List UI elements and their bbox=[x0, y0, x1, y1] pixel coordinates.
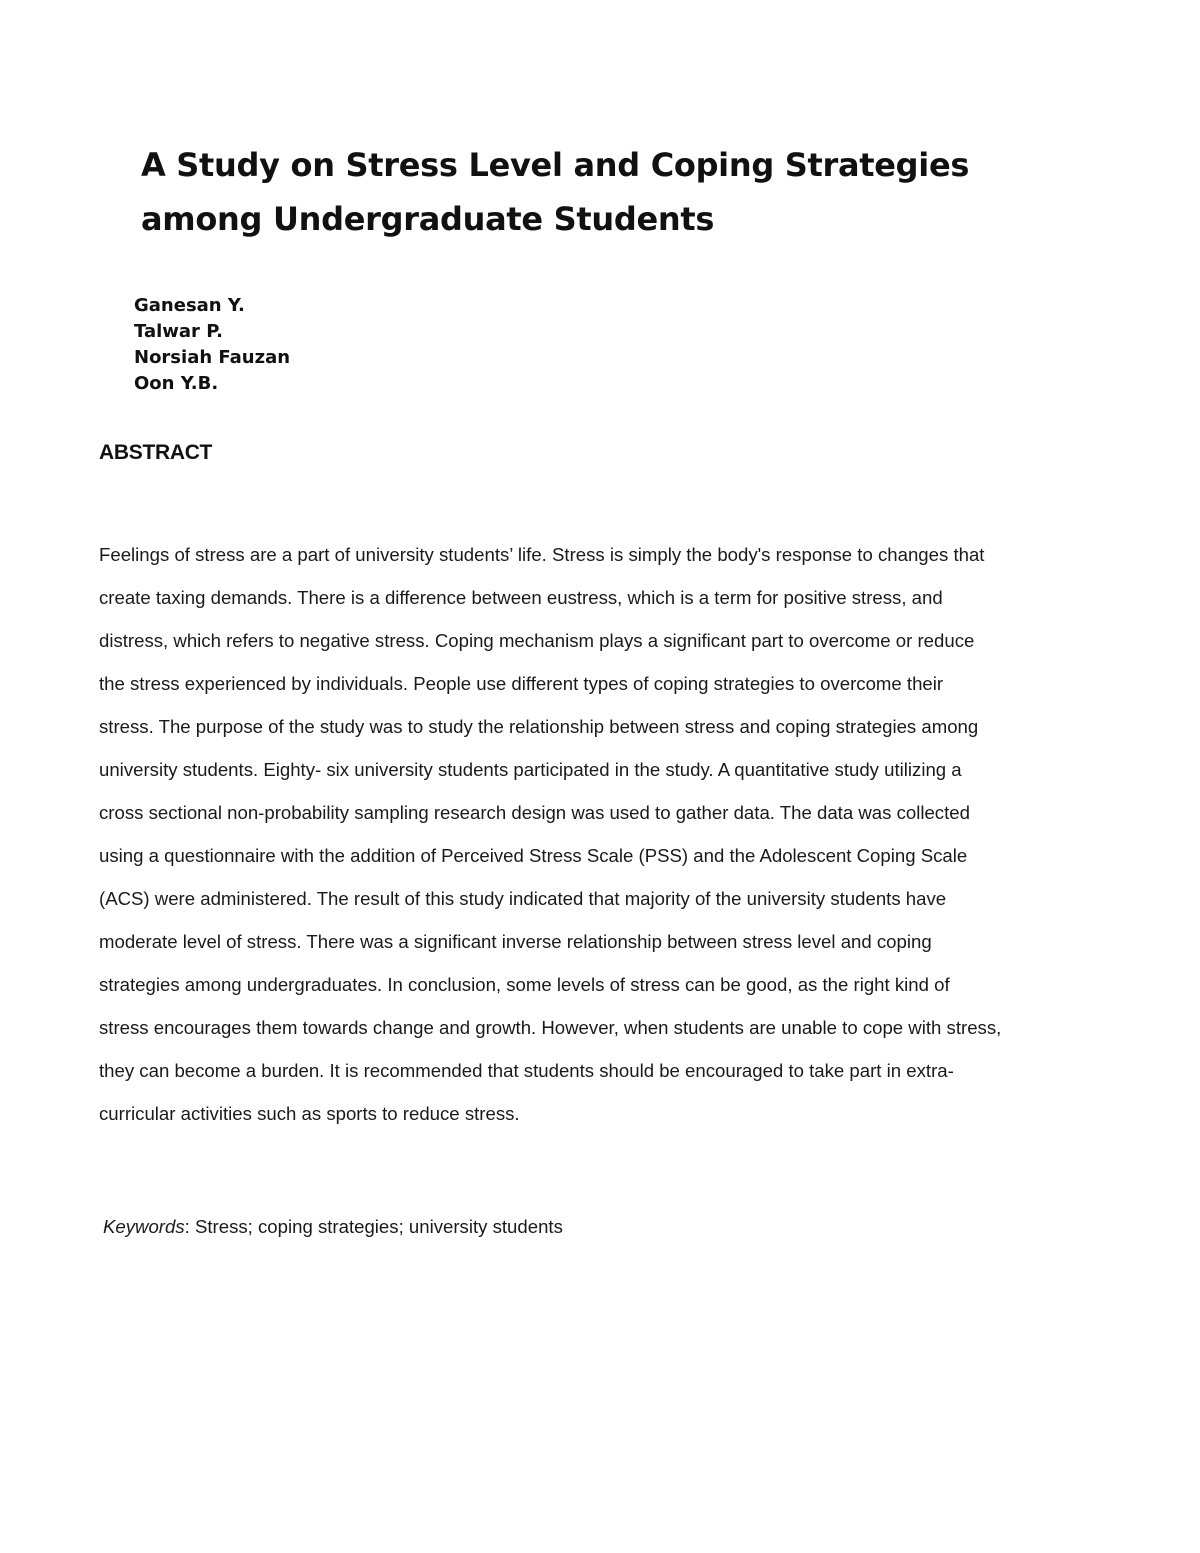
abstract-body bbox=[99, 533, 1109, 1135]
abstract-line: university students. Eighty- six university students participated in the study. A quantitative study utilizing a bbox=[99, 759, 962, 780]
abstract-line: distress, which refers to negative stress. Coping mechanism plays a significant part to overcome or reduce bbox=[99, 630, 975, 651]
abstract-line: create taxing demands. There is a difference between eustress, which is a term for positive stress, and bbox=[99, 587, 943, 608]
paper-title-line-1: A Study on Stress Level and Coping Strategies bbox=[141, 146, 970, 184]
abstract-line: strategies among undergraduates. In conclusion, some levels of stress can be good, as the right kind of bbox=[99, 974, 950, 995]
paper-title bbox=[141, 138, 1081, 246]
abstract-line: stress. The purpose of the study was to study the relationship between stress and coping strategies among bbox=[99, 716, 979, 737]
abstract-heading: ABSTRACT bbox=[99, 441, 213, 464]
abstract-line: cross sectional non-probability sampling research design was used to gather data. The data was collected bbox=[99, 802, 970, 823]
abstract-line: the stress experienced by individuals. People use different types of coping strategies to overcome their bbox=[99, 673, 944, 694]
abstract-line: using a questionnaire with the addition of Perceived Stress Scale (PSS) and the Adolescent Coping Scale bbox=[99, 845, 968, 866]
author-name: Oon Y.B. bbox=[134, 373, 219, 394]
abstract-line: curricular activities such as sports to reduce stress. bbox=[99, 1103, 520, 1124]
author-list bbox=[134, 293, 290, 397]
keywords-text: : Stress; coping strategies; university students bbox=[184, 1216, 563, 1237]
abstract-line: they can become a burden. It is recommended that students should be encouraged to take part in extra- bbox=[99, 1060, 954, 1081]
abstract-line: stress encourages them towards change and growth. However, when students are unable to cope with stress, bbox=[99, 1017, 1002, 1038]
author-name: Ganesan Y. bbox=[134, 295, 245, 316]
author-name: Norsiah Fauzan bbox=[134, 347, 291, 368]
abstract-line: moderate level of stress. There was a significant inverse relationship between stress level and coping bbox=[99, 931, 932, 952]
abstract-line: Feelings of stress are a part of university students’ life. Stress is simply the body's response to changes that bbox=[99, 544, 985, 565]
abstract-line: (ACS) were administered. The result of this study indicated that majority of the university students have bbox=[99, 888, 947, 909]
paper-title-line-2: among Undergraduate Students bbox=[141, 200, 715, 238]
keywords-line bbox=[103, 1212, 563, 1242]
author-name: Talwar P. bbox=[134, 321, 223, 342]
keywords-label: Keywords bbox=[103, 1216, 185, 1237]
